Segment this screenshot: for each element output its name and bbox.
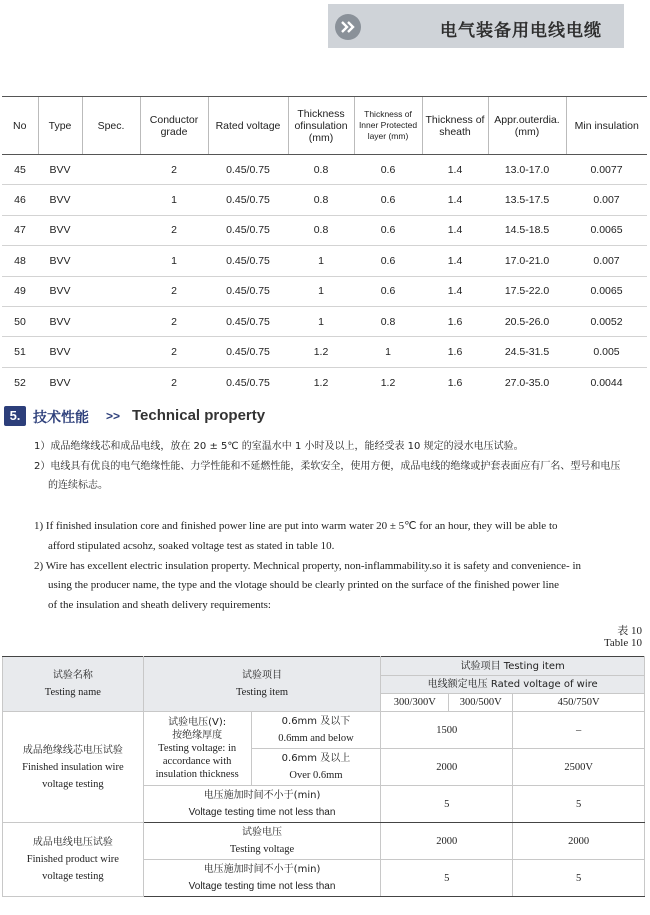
table-cell: 50 [2,306,38,336]
table-cell [82,337,140,367]
section-title-cn: 技术性能 [33,410,89,426]
col-header-conductor-grade: Conductor grade [140,97,208,155]
table-cell: 46 [2,185,38,215]
table-cell: 13.5-17.5 [488,185,566,215]
spec-table-header [2,97,647,155]
tv2-value-1: 2000 [381,823,513,860]
table-cell: 1.2 [288,337,354,367]
paragraph-cn-3: 的连续标志。 [48,480,108,491]
table-cell: 48 [2,246,38,276]
table-cell: BVV [38,185,82,215]
time-value-1: 5 [381,786,513,823]
table-cell: 17.5-22.0 [488,276,566,306]
group-insulation-wire: 成品绝缘线芯电压试验 Finished insulation wire voltage testing [3,712,144,823]
table-cell: 0.007 [566,246,647,276]
table-row [2,155,647,185]
table-cell: 1.6 [422,306,488,336]
table-cell: 0.45/0.75 [208,306,288,336]
paragraph-en-5: of the insulation and sheath delivery requirements: [48,599,271,611]
paragraph-en-2: afford stipulated acsohz, soaked voltage test as stated in table 10. [48,540,335,552]
table-cell: 0.45/0.75 [208,155,288,185]
table-cell: 24.5-31.5 [488,337,566,367]
spec-table [2,96,647,398]
table-cell: 0.005 [566,337,647,367]
table-cell: 1.4 [422,185,488,215]
table-cell: 1 [354,337,422,367]
table-cell: 1 [140,246,208,276]
table-cell: 1 [288,276,354,306]
header-rated-voltage: 电线额定电压 Rated voltage of wire [381,676,645,694]
table-cell: 0.0052 [566,306,647,336]
paragraph-en-1: 1) If finished insulation core and finished power line are put into warm water 20 ± 5℃ for an hour, they will be able to [34,520,558,532]
table-cell: 1 [288,306,354,336]
time-label-1: 电压施加时间不小于(min) Voltage testing time not less than [143,786,381,823]
table-cell: BVV [38,306,82,336]
table-cell: 45 [2,155,38,185]
col-header-inner-layer-thickness: Thickness of Inner Protected layer (mm) [354,97,422,155]
table-cell: BVV [38,215,82,245]
table-cell: 1 [288,246,354,276]
table-cell: 0.45/0.75 [226,376,270,389]
table-cell: BVV [38,155,82,185]
section-arrow: >> [106,409,121,423]
header-v-300-300: 300/300V [381,694,449,712]
col-header-insulation-thickness: Thickness ofinsulation (mm) [288,97,354,155]
table-cell [82,185,140,215]
table-cell: 1.2 [313,376,329,389]
table-cell: 2 [140,155,208,185]
header-v-450-750: 450/750V [513,694,645,712]
paragraph-en-3: 2) Wire has excellent electric insulation property. Mechnical property, non-inflammability.so it is safety and convenience- in [34,560,582,572]
r1-value-1: 1500 [381,712,513,749]
page-title: 电气装备用电线电缆 [440,21,602,41]
col-header-outer-diameter: Appr.outerdia. (mm) [488,97,566,155]
table-cell: 0.45/0.75 [208,337,288,367]
time-label-2: 电压施加时间不小于(min) Voltage testing time not less than [143,860,381,897]
table-cell [82,155,140,185]
double-chevron-right-icon [335,14,361,40]
section-number: 5. [4,406,26,426]
col-header-sheath-thickness: Thickness of sheath [422,97,488,155]
header-right: 试验项目 Testing item [381,657,645,676]
table-cell: 1.4 [422,155,488,185]
table-row [2,246,647,276]
table-cell: 0.45/0.75 [208,185,288,215]
r2-value-3: 2500V [513,749,645,786]
group-product-wire: 成品电线电压试验 Finished product wire voltage testing [3,823,144,897]
tv2-value-3: 2000 [513,823,645,860]
table-row [2,337,647,367]
table-cell: 17.0-21.0 [488,246,566,276]
col-header-no: No [2,97,38,155]
table-cell: 1.4 [422,215,488,245]
table-cell: 0.8 [288,185,354,215]
table-cell: 1.4 [422,246,488,276]
table-cell: 1.6 [422,337,488,367]
table-row [2,276,647,306]
table-cell: 0.8 [288,215,354,245]
table-cell: 2 [140,215,208,245]
table-cell: 2 [140,276,208,306]
table-cell: BVV [38,337,82,367]
header-testing-item: 试验项目 Testing item [143,657,381,712]
table-cell: 0.0065 [566,276,647,306]
col-header-min-insulation: Min insulation [566,97,647,155]
table-cell: 0.0044 [590,376,623,389]
table-cell: 49 [2,276,38,306]
testing-voltage-2: 试验电压 Testing voltage [143,823,381,860]
table-row [2,215,647,245]
table-cell: 0.6 [354,185,422,215]
table-cell: 51 [2,337,38,367]
table-cell: 0.45/0.75 [208,215,288,245]
table-row [2,367,647,397]
table-row [2,185,647,215]
table-cell: 0.45/0.75 [208,276,288,306]
time-value-2b: 5 [513,860,645,897]
section-title-en: Technical property [132,407,266,424]
r1-value-3: – [513,712,645,749]
table10-caption-cn: 表 10 [617,625,642,637]
r2-value-1: 2000 [381,749,513,786]
time-value-2a: 5 [381,860,513,897]
table-cell: 0.8 [354,306,422,336]
table-cell: 0.6 [354,246,422,276]
table-cell: 1.6 [447,376,463,389]
table-cell: 0.0077 [566,155,647,185]
table-cell: 0.6 [354,155,422,185]
table-cell: 13.0-17.0 [488,155,566,185]
header-testing-name: 试验名称 Testing name [3,657,144,712]
paragraph-en-4: using the producer name, the type and the vlotage should be clearly printed on the surface of the finished power line [48,579,560,591]
table-cell: 1.2 [380,376,396,389]
table-cell [82,306,140,336]
table-cell: BVV [49,376,71,389]
paragraph-cn-1: 1）成品绝缘线芯和成品电线，放在 20 ± 5℃ 的室温水中 1 小时及以上，能经受表 10 规定的浸水电压试验。 [34,441,524,452]
table-cell: 52 [14,376,26,389]
col-header-spec: Spec. [82,97,140,155]
table-cell: 1 [140,185,208,215]
col-header-rated-voltage: Rated voltage [208,97,288,155]
table-cell: 47 [2,215,38,245]
table-cell: 0.6 [354,215,422,245]
table-cell: 20.5-26.0 [488,306,566,336]
table-cell: 0.8 [288,155,354,185]
table-cell: 0.007 [566,185,647,215]
table-cell: 0.0065 [566,215,647,245]
table-cell: 27.0-35.0 [504,376,550,389]
range-over-0-6: 0.6mm 及以上 Over 0.6mm [251,749,381,786]
header-v-300-500: 300/500V [449,694,513,712]
table-cell: BVV [38,276,82,306]
table-cell: 1.4 [422,276,488,306]
range-below-0-6: 0.6mm 及以下 0.6mm and below [251,712,381,749]
table-cell: 2 [140,337,208,367]
table-cell: 14.5-18.5 [488,215,566,245]
paragraph-cn-2: 2）电线具有优良的电气绝缘性能、力学性能和不延燃性能，柔软安全，使用方便，成品电线的绝缘或护套表面应有厂名、型号和电压 [34,461,621,472]
test-table [2,656,645,897]
table-cell: 0.45/0.75 [208,246,288,276]
table-cell: 2 [140,306,208,336]
table-cell [82,215,140,245]
table-cell: 2 [171,376,177,389]
table-cell [82,367,140,397]
table-cell [82,246,140,276]
table10-caption-en: Table 10 [603,637,642,649]
table-row [2,306,647,336]
time-value-3: 5 [513,786,645,823]
table-cell [82,276,140,306]
table-cell: BVV [38,246,82,276]
col-header-type: Type [38,97,82,155]
testing-voltage-label: 试验电压(V): 按绝缘厚度 Testing voltage: in accordance with insulation thickness [143,712,251,786]
table-cell: 0.6 [354,276,422,306]
